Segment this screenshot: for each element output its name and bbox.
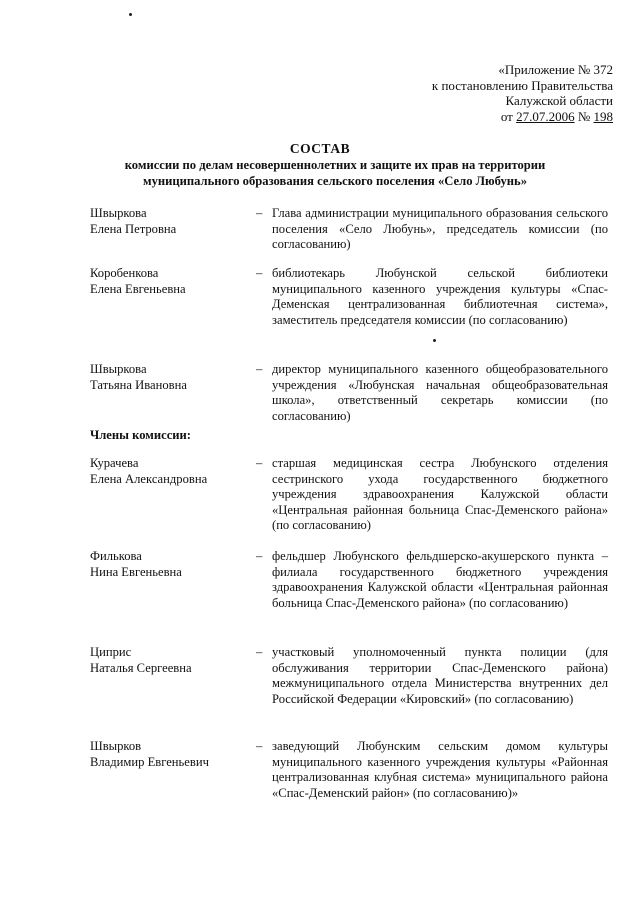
person-role: фельдшер Любунского фельдшерско-акушерского пункта – филиала государственного бюджетного учреждения здравоохранения Калужской области «Центральная районная больница Спас-Деменского района» (по согласованию)	[272, 549, 608, 610]
document-title: СОСТАВ	[289, 141, 351, 156]
person-name	[90, 362, 263, 393]
scan-speck	[129, 13, 132, 16]
appendix-block	[432, 62, 613, 124]
appendix-line	[432, 109, 613, 125]
members-heading: Члены комиссии:	[90, 428, 192, 442]
person-given-names: Елена Евгеньевна	[90, 281, 186, 296]
person-role: директор муниципального казенного общеобразовательного учреждения «Любунская начальная общеобразовательная школа», ответственный секретарь комиссии (по согласованию)	[272, 362, 608, 423]
person-role: участковый уполномоченный пункта полиции (для обслуживания территории Спас-Деменского района) межмуниципального отдела Министерства внутренних дел Российской Федерации «Кировский» (по согласованию)	[272, 645, 608, 706]
dash-separator: –	[256, 739, 263, 753]
appendix-number: 198	[593, 108, 613, 124]
person-name	[90, 549, 263, 580]
person-name	[90, 456, 263, 487]
person-surname: Филькова	[90, 549, 142, 563]
scan-speck	[433, 339, 436, 342]
person-surname: Швыркова	[90, 206, 147, 220]
person-role: заведующий Любунским сельским домом культуры муниципального казенного учреждения культуры «Районная централизованная клубная система» муниципального района «Спас-Деменский район» (по согласованию)»	[272, 739, 608, 800]
person-given-names: Елена Александровна	[90, 471, 208, 486]
person-given-names: Владимир Евгеньевич	[90, 754, 209, 769]
person-surname: Швыркова	[90, 362, 147, 376]
appendix-date: 27.07.2006	[516, 108, 575, 124]
person-role: библиотекарь Любунской сельской библиотеки муниципального казенного учреждения культуры «Спас-Деменская централизованная библиотечная система», заместитель председателя комиссии (по согласованию)	[272, 266, 608, 327]
dash-separator: –	[256, 206, 263, 220]
person-name	[90, 739, 263, 770]
dash-separator: –	[256, 456, 263, 470]
person-given-names: Елена Петровна	[90, 221, 177, 236]
person-surname: Курачева	[90, 456, 139, 470]
dash-separator: –	[256, 645, 263, 659]
person-surname: Швырков	[90, 739, 142, 753]
person-role: старшая медицинская сестра Любунского отделения сестринского ухода государственного бюджетного учреждения здравоохранения Калужской области «Центральная районная больница Спас-Деменского района» (по согласованию)	[272, 456, 608, 533]
appendix-number-sign: №	[574, 108, 594, 124]
person-surname: Циприс	[90, 645, 132, 659]
person-name	[90, 645, 263, 676]
dash-separator: –	[256, 549, 263, 563]
appendix-line: Калужской области	[505, 93, 613, 109]
appendix-line: к постановлению Правительства	[431, 77, 613, 93]
dash-separator: –	[256, 362, 263, 376]
appendix-line: «Приложение № 372	[498, 62, 613, 77]
dash-separator: –	[256, 266, 263, 280]
person-given-names: Татьяна Ивановна	[90, 377, 187, 392]
person-given-names: Нина Евгеньевна	[90, 564, 182, 579]
person-role: Глава администрации муниципального образования сельского поселения «Село Любунь», председатель комиссии (по согласованию)	[272, 206, 608, 252]
document-subtitle: комиссии по делам несовершеннолетних и защите их прав на территории муниципального образования сельского поселения «Село Любунь»	[124, 158, 546, 188]
appendix-date-prefix: от	[500, 108, 517, 124]
person-name	[90, 206, 263, 237]
person-name	[90, 266, 263, 297]
person-given-names: Наталья Сергеевна	[90, 660, 192, 675]
person-surname: Коробенкова	[90, 266, 159, 280]
